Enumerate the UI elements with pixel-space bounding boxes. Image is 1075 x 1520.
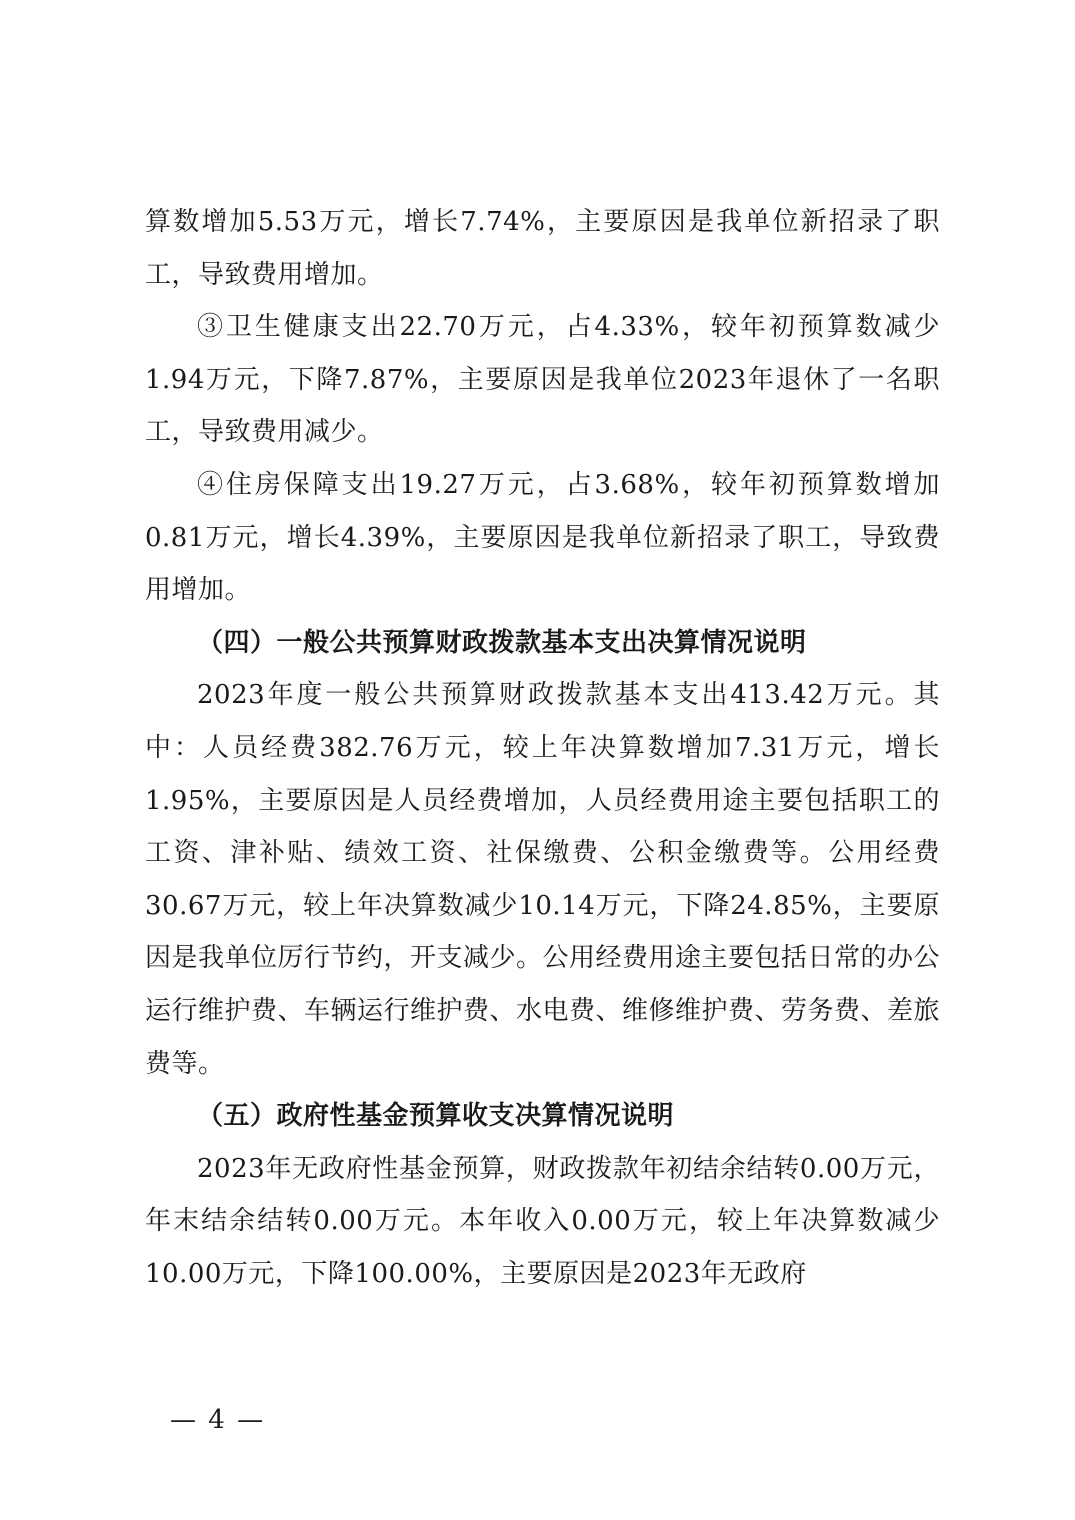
page-number: — 4 — <box>170 1405 266 1435</box>
document-body <box>145 196 940 1300</box>
paragraph-government-fund: 2023年无政府性基金预算，财政拨款年初结余结转0.00万元，年末结余结转0.00万元。本年收入0.00万元，较上年决算数减少10.00万元，下降100.00%，主要原因是2023年无政府 <box>145 1153 940 1289</box>
paragraph-housing-expenditure: ④住房保障支出19.27万元，占3.68%，较年初预算数增加0.81万元，增长4.39%，主要原因是我单位新招录了职工，导致费用增加。 <box>145 469 940 606</box>
section-heading-basic-expenditure: （四）一般公共预算财政拨款基本支出决算情况说明 <box>197 627 807 658</box>
section-heading-government-fund: （五）政府性基金预算收支决算情况说明 <box>197 1101 675 1132</box>
paragraph-continuation: 算数增加5.53万元，增长7.74%，主要原因是我单位新招录了职工，导致费用增加。 <box>145 207 940 290</box>
paragraph-basic-expenditure: 2023年度一般公共预算财政拨款基本支出413.42万元。其中：人员经费382.76万元，较上年决算数增加7.31万元，增长1.95%，主要原因是人员经费增加，人员经费用途主要包括职工的工资、津补贴、绩效工资、社保缴费、公积金缴费等。公用经费30.67万元，较上年决算数减少10.14万元，下降24.85%，主要原因是我单位厉行节约，开支减少。公用经费用途主要包括日常的办公运行维护费、车辆运行维护费、水电费、维修维护费、劳务费、差旅费等。 <box>145 680 941 1079</box>
paragraph-health-expenditure: ③卫生健康支出22.70万元，占4.33%，较年初预算数减少1.94万元，下降7.87%，主要原因是我单位2023年退休了一名职工，导致费用减少。 <box>145 312 940 448</box>
